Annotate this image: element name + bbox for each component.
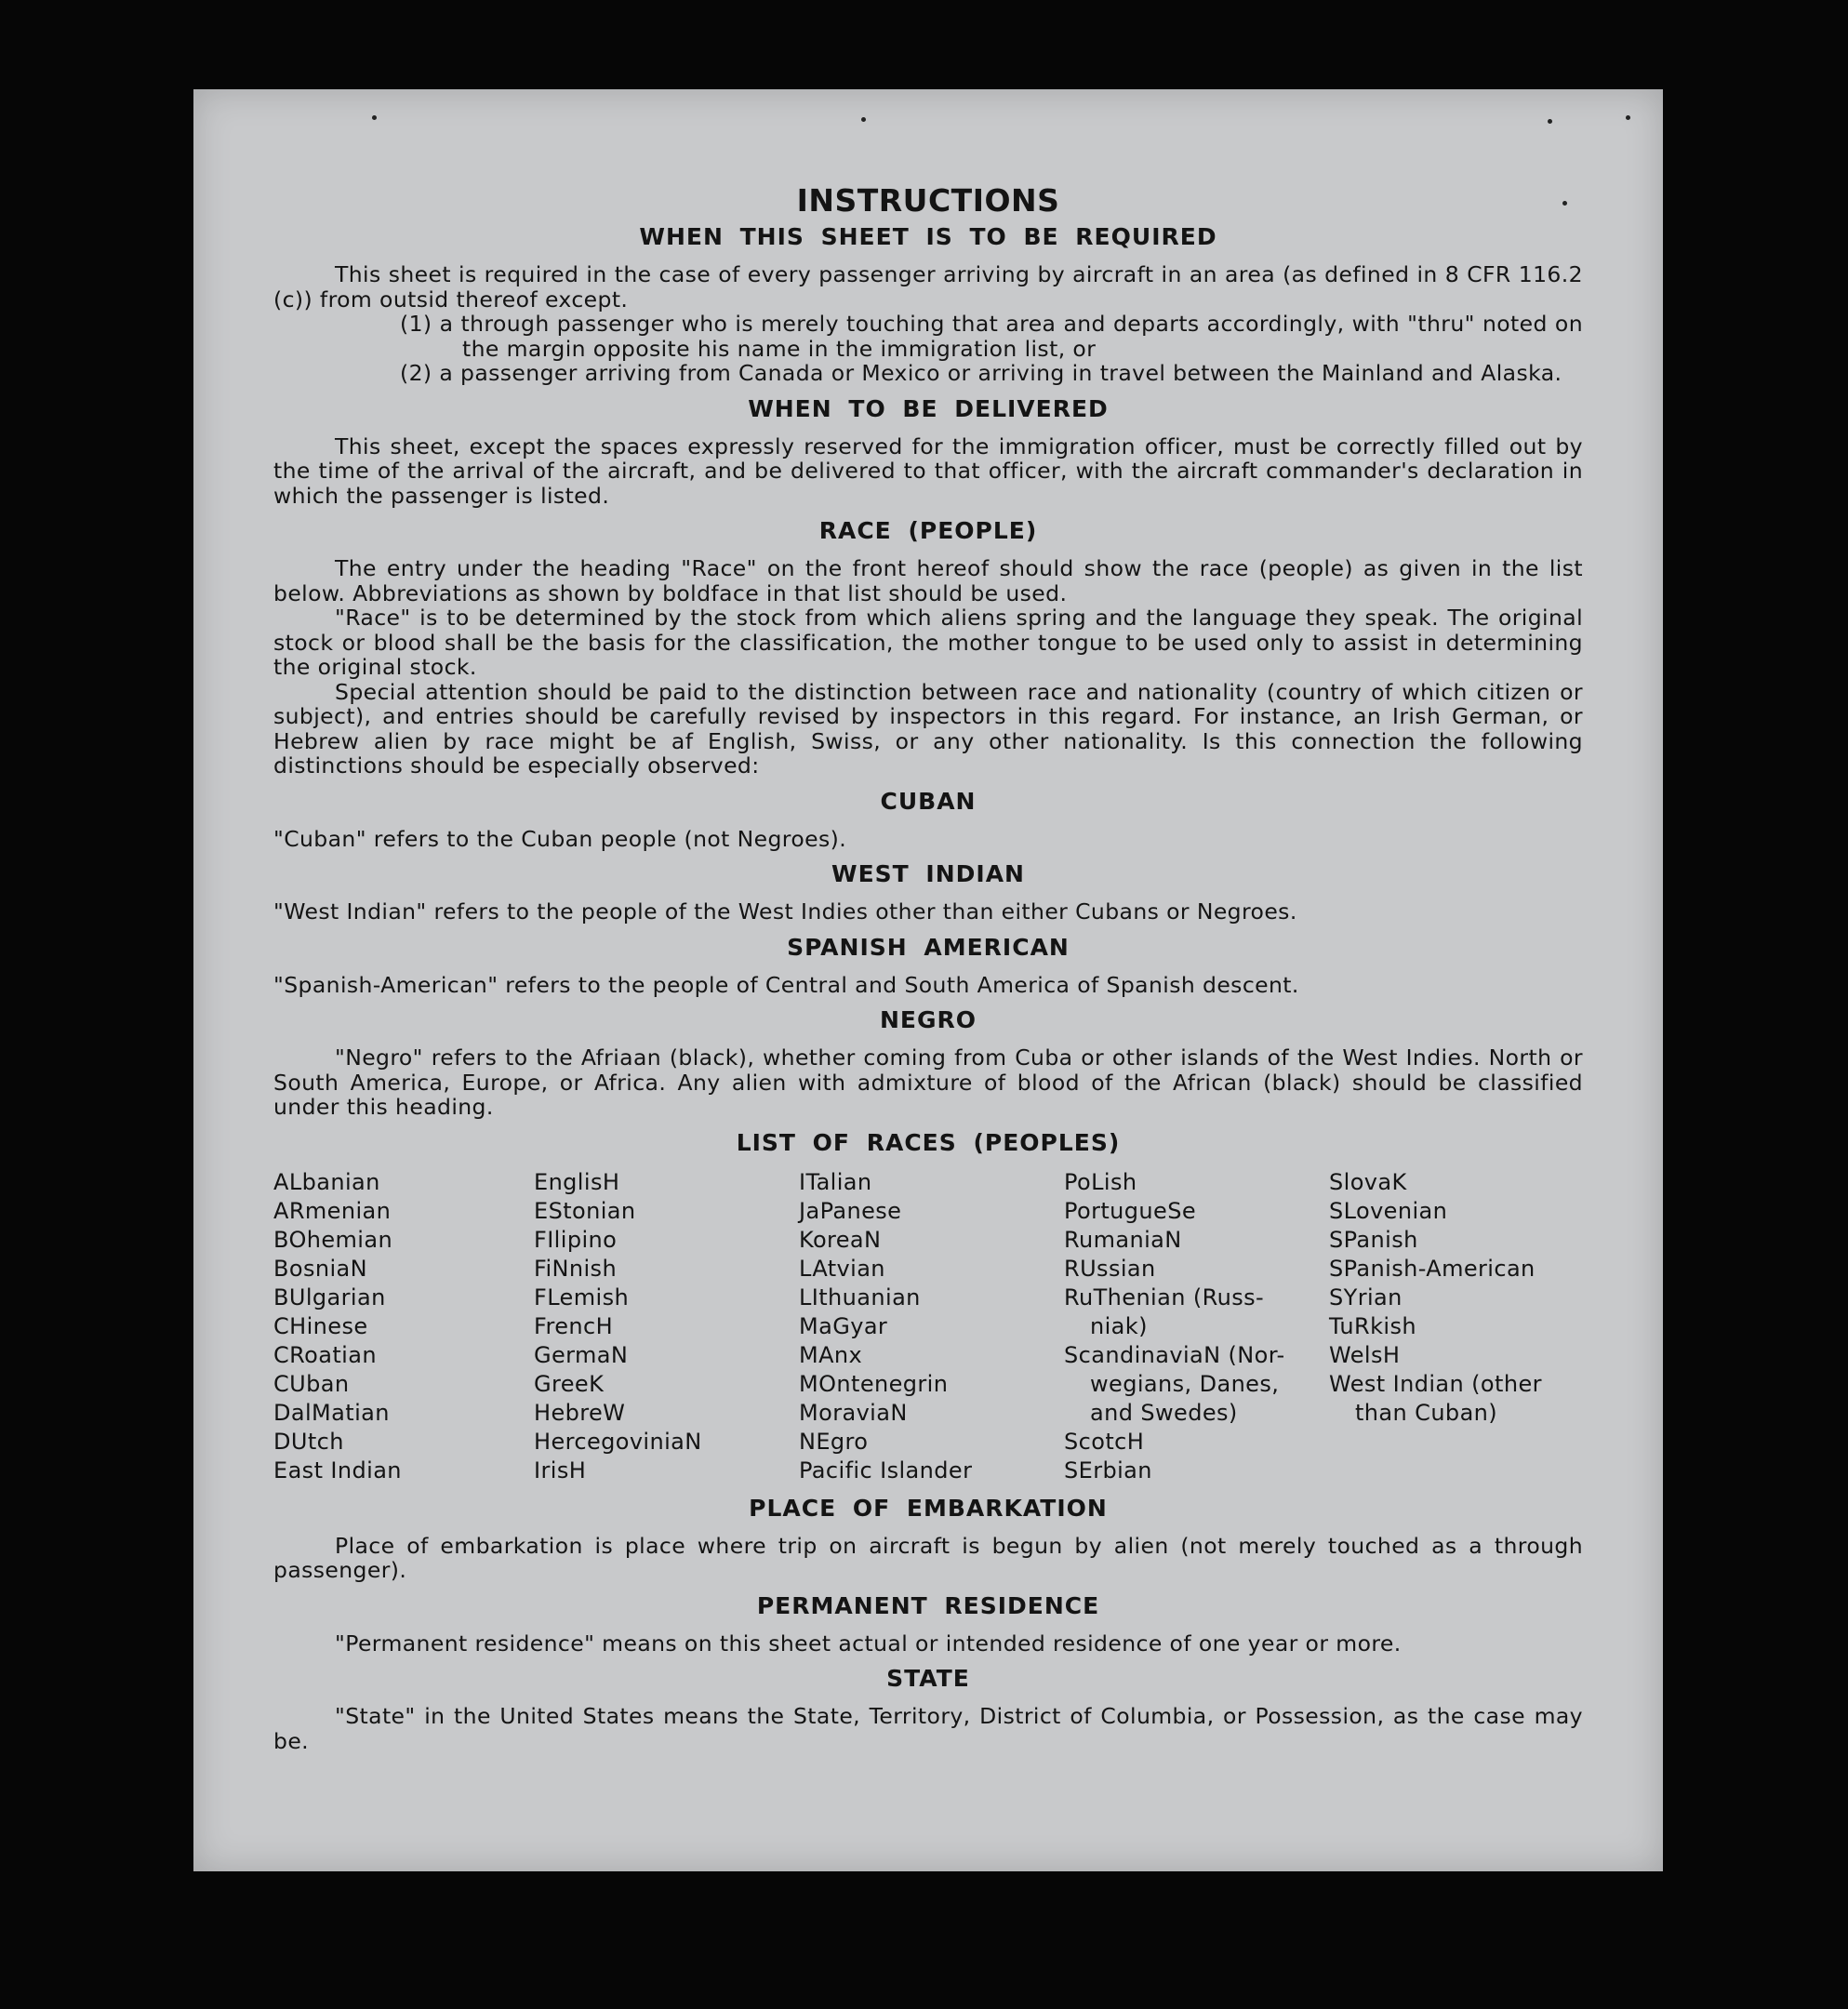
exception-item-2: (2) a passenger arriving from Canada or Mexico or arriving in travel between the Mainland and Alaska. [400, 360, 1562, 386]
race-entry: LAtvian [799, 1255, 885, 1282]
race-entry: RumaniaN [1064, 1226, 1182, 1253]
races-column [1064, 1168, 1329, 1485]
race-entry: BUlgarian [273, 1284, 386, 1311]
race-entry: PortugueSe [1064, 1197, 1196, 1224]
speck [1548, 119, 1552, 124]
race-entry: HebreW [534, 1399, 626, 1426]
race-entry: ALbanian [273, 1168, 380, 1195]
race-entry: EStonian [534, 1197, 636, 1224]
speck [372, 115, 377, 120]
race-paragraph-1: The entry under the heading "Race" on the front hereof should show the race (people) as given in the list below. Abbreviations as shown by boldface in that list should be used. [273, 555, 1583, 606]
race-entry: ScandinaviaN (Nor- [1064, 1341, 1285, 1368]
race-entry: LIthuanian [799, 1284, 921, 1311]
permanent-residence-text: "Permanent residence" means on this sheet actual or intended residence of one year or more. [335, 1630, 1402, 1656]
races-list [273, 1168, 1583, 1485]
embarkation-text: Place of embarkation is place where trip on aircraft is begun by alien (not merely touched as a through passenger). [273, 1532, 1583, 1583]
heading-cuban: CUBAN [880, 787, 977, 815]
race-entry: ITalian [799, 1168, 872, 1195]
race-entry: SPanish-American [1329, 1255, 1536, 1282]
race-entry: NEgro [799, 1428, 869, 1455]
race-entry: DUtch [273, 1428, 344, 1455]
race-entry: ScotcH [1064, 1428, 1145, 1455]
race-paragraph-2: "Race" is to be determined by the stock from which aliens spring and the language they speak. The original stock or blood shall be the basis for the classification, the mother tongue to be used only to assist in determining the original stock. [273, 605, 1583, 680]
heading-when-required: WHEN THIS SHEET IS TO BE REQUIRED [639, 223, 1217, 250]
races-column [799, 1168, 1064, 1485]
heading-negro: NEGRO [879, 1006, 977, 1033]
race-entry: FrencH [534, 1312, 614, 1339]
race-entry: FiNnish [534, 1255, 618, 1282]
race-entry: ARmenian [273, 1197, 392, 1224]
heading-embarkation: PLACE OF EMBARKATION [749, 1494, 1108, 1522]
race-entry: than Cuban) [1355, 1399, 1498, 1426]
spanish-american-text: "Spanish-American" refers to the people of Central and South America of Spanish descent. [273, 971, 1299, 998]
race-entry: GreeK [534, 1370, 605, 1397]
heading-spanish-american: SPANISH AMERICAN [787, 933, 1070, 961]
heading-list-of-races: LIST OF RACES (PEOPLES) [736, 1128, 1121, 1156]
race-entry: WelsH [1329, 1341, 1401, 1368]
race-entry: SYrian [1329, 1284, 1403, 1311]
heading-west-indian: WEST INDIAN [831, 860, 1025, 887]
when-delivered-text: This sheet, except the spaces expressly reserved for the immigration officer, must be correctly filled out by the time of the arrival of the aircraft, and be delivered to that officer, with the aircraft commander's declaration in which the passenger is listed. [273, 432, 1583, 509]
race-entry: SErbian [1064, 1457, 1152, 1483]
heading-state: STATE [886, 1665, 970, 1692]
race-entry: West Indian (other [1329, 1370, 1542, 1397]
negro-text: "Negro" refers to the Afriaan (black), whether coming from Cuba or other islands of the West Indies. North or South America, Europe, or Africa. Any alien with admixture of blood of the African (black) should be classified under this heading. [273, 1044, 1583, 1120]
cuban-text: "Cuban" refers to the Cuban people (not Negroes). [273, 825, 847, 852]
race-entry: MoraviaN [799, 1399, 908, 1426]
race-entry: HercegoviniaN [534, 1428, 702, 1455]
race-entry: MAnx [799, 1341, 863, 1368]
instructions-content [273, 182, 1583, 1753]
race-entry: TuRkish [1329, 1312, 1416, 1339]
races-column [273, 1168, 534, 1485]
race-entry: EnglisH [534, 1168, 620, 1195]
race-entry: FIlipino [534, 1226, 618, 1253]
race-entry: DalMatian [273, 1399, 390, 1426]
west-indian-text: "West Indian" refers to the people of the West Indies other than either Cubans or Negroes. [273, 898, 1297, 925]
state-text: "State" in the United States means the State, Territory, District of Columbia, or Possession, as the case may be. [273, 1703, 1583, 1754]
race-entry: MaGyar [799, 1312, 888, 1339]
race-entry: PoLish [1064, 1168, 1137, 1195]
race-entry: IrisH [534, 1457, 587, 1483]
race-entry: SLovenian [1329, 1197, 1448, 1224]
race-entry: wegians, Danes, [1090, 1370, 1280, 1397]
race-entry: GermaN [534, 1341, 629, 1368]
race-entry: SPanish [1329, 1226, 1418, 1253]
race-entry: MOntenegrin [799, 1370, 949, 1397]
race-entry: BOhemian [273, 1226, 393, 1253]
race-entry: JaPanese [799, 1197, 902, 1224]
document-page [193, 89, 1663, 1871]
race-paragraph-3: Special attention should be paid to the distinction between race and nationality (country of which citizen or subject), and entries should be carefully revised by inspectors in this regard. For instance, an Irish German, or Hebrew alien by race might be af English, Swiss, or any other nationality. Is this connection the following distinctions should be especially observed: [273, 678, 1583, 778]
race-entry: KoreaN [799, 1226, 882, 1253]
heading-permanent-residence: PERMANENT RESIDENCE [756, 1591, 1100, 1619]
race-entry: East Indian [273, 1457, 402, 1483]
races-column [534, 1168, 799, 1485]
race-entry: SlovaK [1329, 1168, 1407, 1195]
heading-when-delivered: WHEN TO BE DELIVERED [748, 394, 1109, 422]
race-entry: niak) [1090, 1312, 1148, 1339]
speck [861, 117, 866, 122]
race-entry: Pacific Islander [799, 1457, 973, 1483]
speck [1626, 115, 1630, 120]
race-entry: CRoatian [273, 1341, 377, 1368]
race-entry: FLemish [534, 1284, 630, 1311]
document-title: INSTRUCTIONS [796, 182, 1060, 219]
races-column [1329, 1168, 1583, 1485]
race-entry: RuThenian (Russ- [1064, 1284, 1265, 1311]
race-entry: and Swedes) [1090, 1399, 1238, 1426]
exception-item-1: (1) a through passenger who is merely touching that area and departs accordingly, with "thru" noted on the margin opposite his name in the immigration list, or [400, 311, 1583, 362]
race-entry: CHinese [273, 1312, 368, 1339]
race-entry: CUban [273, 1370, 350, 1397]
race-entry: BosniaN [273, 1255, 367, 1282]
race-entry: RUssian [1064, 1255, 1156, 1282]
heading-race: RACE (PEOPLE) [818, 517, 1038, 544]
when-required-intro: This sheet is required in the case of every passenger arriving by aircraft in an area (as defined in 8 CFR 116.2 (c)) from outsid thereof except. [273, 261, 1583, 313]
